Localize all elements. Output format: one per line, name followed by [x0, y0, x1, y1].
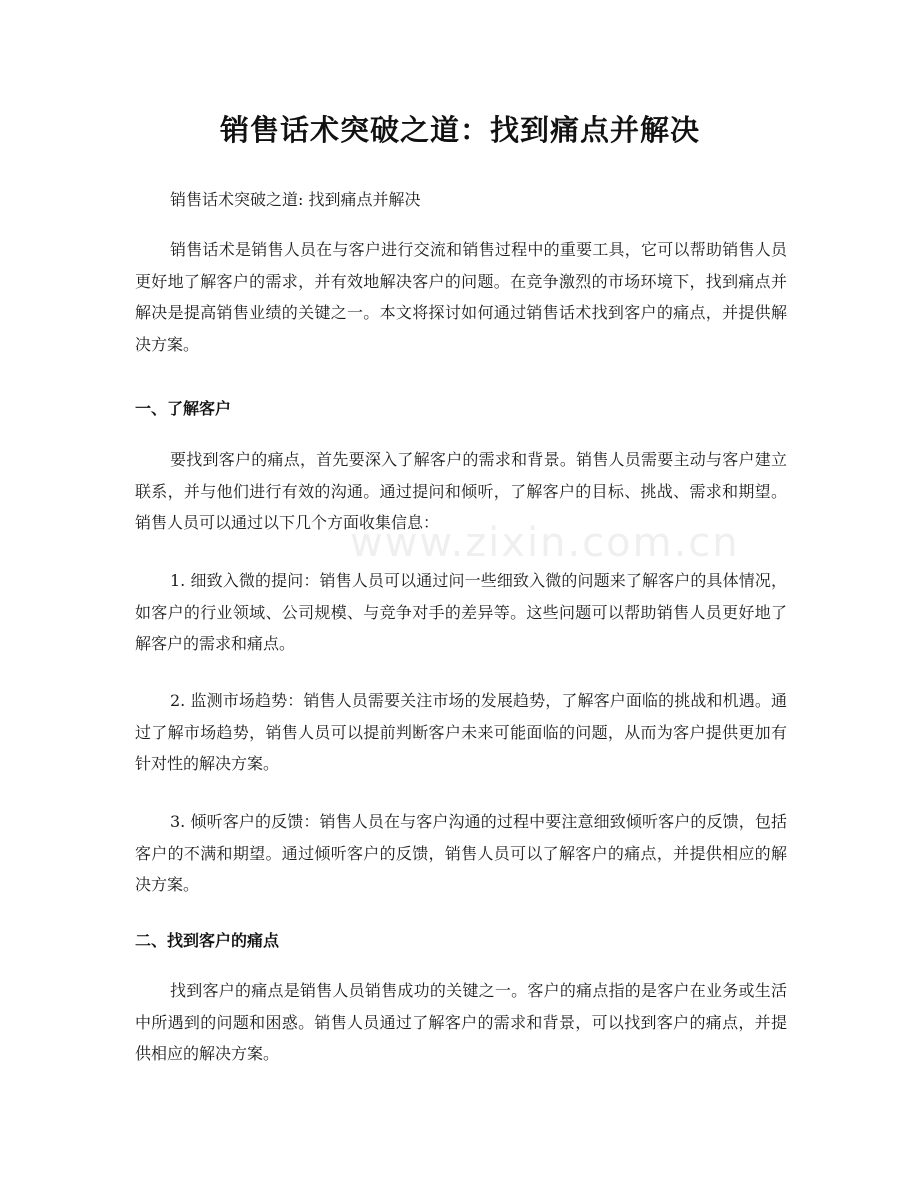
- section-2-paragraph: 找到客户的痛点是销售人员销售成功的关键之一。客户的痛点指的是客户在业务或生活中所遇到的问题和困惑。销售人员通过了解客户的需求和背景，可以找到客户的痛点，并提供相应的解决方案。: [135, 981, 787, 1063]
- list-item-1: 1. 细致入微的提问：销售人员可以通过问一些细致入微的问题来了解客户的具体情况，如客户的行业领域、公司规模、与竞争对手的差异等。这些问题可以帮助销售人员更好地了解客户的需求和痛点。: [135, 571, 787, 653]
- watermark: www.zixin.com.cn: [350, 520, 740, 566]
- section-1-paragraph: 要找到客户的痛点，首先要深入了解客户的需求和背景。销售人员需要主动与客户建立联系，并与他们进行有效的沟通。通过提问和倾听，了解客户的目标、挑战、需求和期望。销售人员可以通过以下几个方面收集信息：: [135, 450, 787, 532]
- section-1-heading: 一、了解客户: [135, 399, 232, 418]
- list-item-2: 2. 监测市场趋势：销售人员需要关注市场的发展趋势，了解客户面临的挑战和机遇。通过了解市场趋势，销售人员可以提前判断客户未来可能面临的问题，从而为客户提供更加有针对性的解决方案。: [135, 691, 787, 773]
- section-2-heading: 二、找到客户的痛点: [135, 931, 280, 950]
- document-title: 销售话术突破之道：找到痛点并解决: [219, 113, 700, 147]
- intro-paragraph: 销售话术是销售人员在与客户进行交流和销售过程中的重要工具，它可以帮助销售人员更好地了解客户的需求，并有效地解决客户的问题。在竞争激烈的市场环境下，找到痛点并解决是提高销售业绩的关键之一。本文将探讨如何通过销售话术找到客户的痛点，并提供解决方案。: [135, 240, 787, 354]
- list-item-3: 3. 倾听客户的反馈：销售人员在与客户沟通的过程中要注意细致倾听客户的反馈，包括客户的不满和期望。通过倾听客户的反馈，销售人员可以了解客户的痛点，并提供相应的解决方案。: [135, 812, 787, 894]
- document-subtitle: 销售话术突破之道: 找到痛点并解决: [170, 190, 421, 209]
